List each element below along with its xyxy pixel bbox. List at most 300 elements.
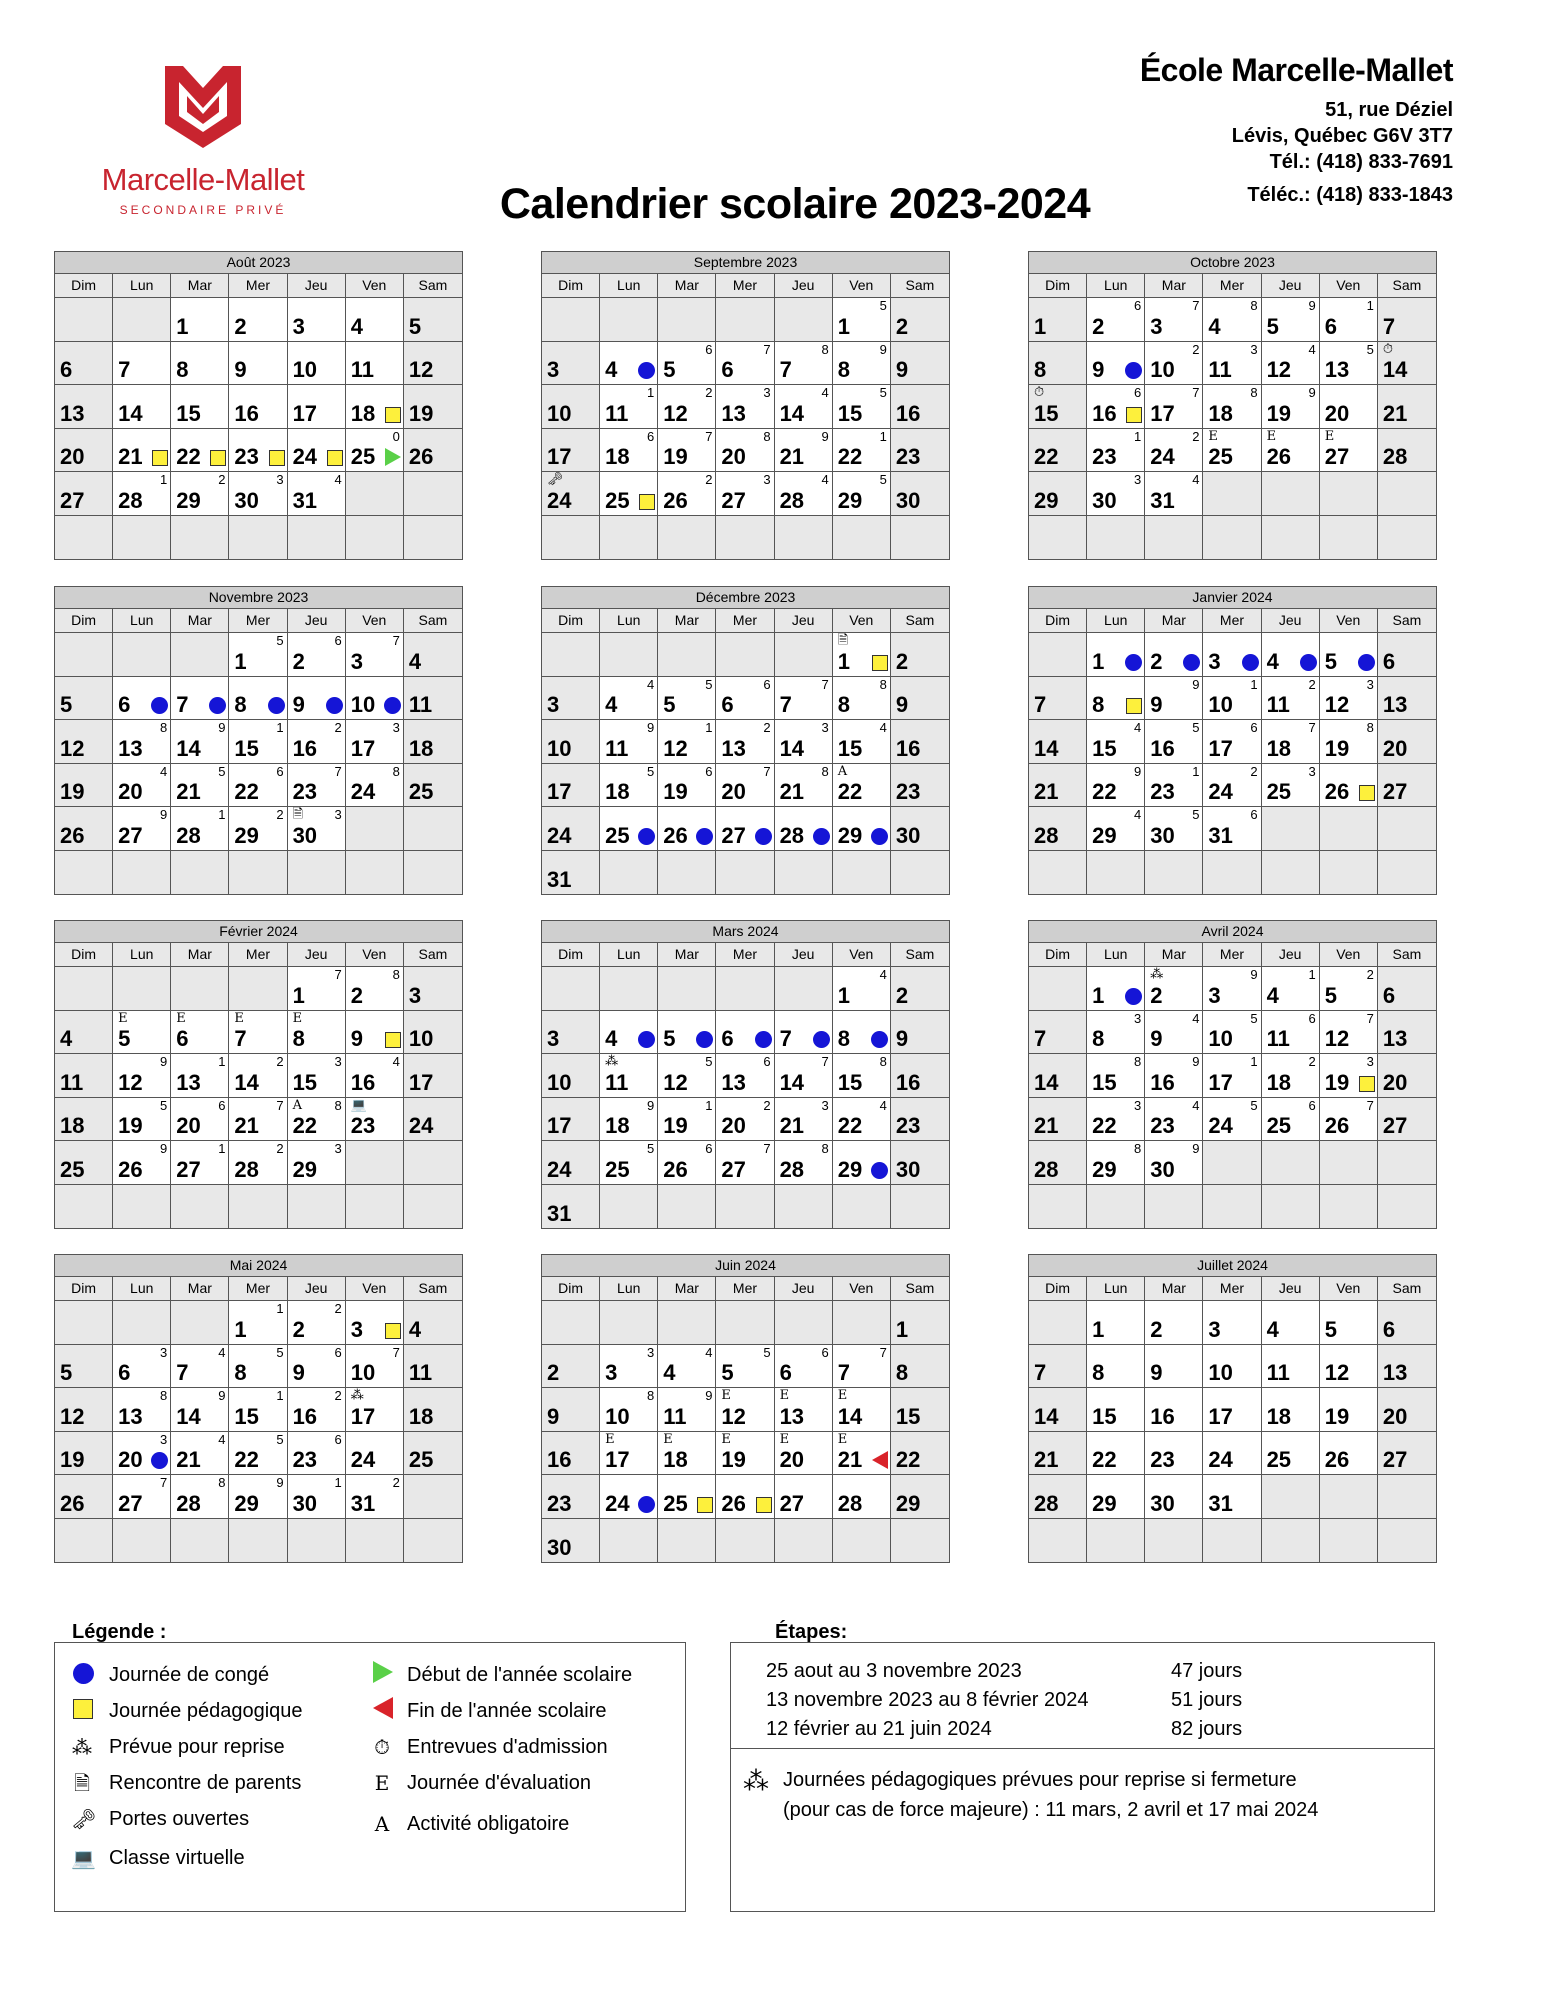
day-cell: [600, 1011, 658, 1055]
day-cell: [658, 1432, 716, 1476]
weekday-label: Sam: [905, 946, 935, 962]
day-number: 8: [234, 692, 247, 717]
day-number: 27: [1382, 779, 1408, 804]
month-calendar: [541, 920, 950, 1229]
cycle-day-number: 2: [1192, 428, 1200, 444]
day-cell: [1203, 967, 1261, 1011]
day-cell: [775, 1388, 833, 1432]
cycle-day-number: 5: [705, 1054, 713, 1069]
day-number: 14: [176, 735, 201, 761]
day-number: 10: [350, 1360, 376, 1385]
day-number: 15: [837, 1069, 863, 1095]
month-calendar: [1028, 251, 1437, 560]
etape-days-3: 82 jours: [1171, 1718, 1243, 1740]
day-cell: [1145, 1432, 1203, 1476]
cycle-day-number: 5: [647, 763, 655, 779]
month-title: Mai 2024: [55, 1255, 462, 1277]
day-number: 5: [663, 357, 676, 382]
day-cell: [716, 385, 774, 429]
weekday-label: Lun: [1087, 274, 1145, 297]
day-cell: [775, 472, 833, 516]
month-calendar: [54, 920, 463, 1229]
day-cell: [113, 1432, 171, 1476]
day-number: 28: [1034, 1490, 1059, 1516]
cycle-day-number: 7: [276, 1097, 284, 1113]
holiday-circle-icon: [1125, 362, 1142, 379]
weekday-label: Lun: [600, 1277, 658, 1300]
day-cell: [113, 385, 171, 429]
day-cell: [658, 677, 716, 721]
day-number: 4: [408, 648, 422, 674]
day-number: 10: [1208, 1026, 1233, 1051]
empty-cell: [404, 1141, 462, 1185]
day-cell: [542, 1475, 600, 1519]
month-days: [542, 633, 949, 894]
cycle-day-number: 9: [647, 720, 655, 735]
day-cell: [1145, 720, 1203, 764]
day-cell: [171, 1388, 229, 1432]
day-cell: [658, 342, 716, 386]
day-cell: [1029, 1388, 1087, 1432]
day-cell: [1262, 1098, 1320, 1142]
empty-cell: [600, 633, 658, 677]
empty-cell: [775, 1519, 833, 1563]
day-number: 3: [1208, 1316, 1221, 1342]
end-triangle-icon: [373, 1697, 393, 1719]
day-number: 1: [895, 1316, 909, 1342]
day-number: 19: [408, 400, 434, 426]
day-number: 23: [292, 779, 318, 804]
holiday-circle-icon: [638, 1496, 655, 1513]
day-cell: [229, 1098, 287, 1142]
day-number: 5: [1324, 648, 1337, 674]
day-cell: [171, 1475, 229, 1519]
day-number: 8: [837, 1026, 850, 1051]
reprise-icon: ⁂: [72, 1735, 92, 1759]
cycle-day-number: 9: [160, 807, 168, 822]
day-number: 6: [118, 692, 131, 717]
reprise-note-line1: Journées pédagogiques prévues pour reprise si fermeture: [783, 1769, 1297, 1791]
day-cell: [1029, 720, 1087, 764]
day-cell: [1378, 677, 1436, 721]
cycle-day-number: 3: [334, 1141, 342, 1156]
cycle-day-number: 6: [763, 1054, 771, 1069]
day-number: 23: [1150, 1447, 1175, 1472]
cycle-day-number: 7: [1192, 385, 1200, 400]
day-cell: [288, 1388, 346, 1432]
day-cell: [542, 1054, 600, 1098]
month-title: Janvier 2024: [1029, 587, 1436, 609]
day-number: 11: [60, 1069, 84, 1095]
cycle-day-number: 6: [1308, 1010, 1316, 1026]
day-cell: [891, 1475, 949, 1519]
empty-cell: [1320, 1475, 1378, 1519]
empty-cell: [1262, 1141, 1320, 1185]
day-number: 28: [779, 487, 805, 513]
weekday-header: [542, 1277, 949, 1301]
day-number: 3: [1208, 648, 1221, 674]
day-number: 30: [895, 1156, 921, 1182]
day-number: 11: [605, 1069, 629, 1095]
pedagogical-square-icon: [210, 450, 226, 466]
day-marker-icon: E: [118, 1010, 128, 1026]
month-title: Mars 2024: [542, 921, 949, 943]
day-number: 23: [895, 1113, 921, 1138]
pedagogical-square-icon: [639, 494, 655, 510]
day-number: 13: [118, 1403, 143, 1429]
day-cell: [171, 342, 229, 386]
cycle-day-number: 6: [334, 633, 342, 648]
logo-name: Marcelle-Mallet: [101, 162, 305, 197]
month-calendar: [541, 1254, 950, 1563]
cycle-day-number: 5: [276, 633, 284, 648]
day-marker-icon: E: [1208, 428, 1218, 444]
stopwatch-icon: ⏱: [374, 1735, 390, 1759]
cycle-day-number: 9: [1192, 676, 1200, 692]
day-number: 9: [547, 1403, 560, 1429]
day-number: 1: [837, 313, 850, 339]
day-cell: [716, 342, 774, 386]
empty-cell: [716, 298, 774, 342]
day-cell: [658, 1141, 716, 1185]
empty-cell: [55, 1301, 113, 1345]
school-address: 51, rue Déziel: [1325, 99, 1453, 121]
day-number: 7: [176, 1360, 189, 1385]
weekday-label: Mer: [1203, 274, 1261, 297]
day-number: 6: [60, 357, 73, 382]
day-cell: [404, 1432, 462, 1476]
day-cell: [891, 472, 949, 516]
day-cell: [542, 1432, 600, 1476]
day-cell: [658, 1345, 716, 1389]
weekday-label: Dim: [542, 1277, 600, 1300]
cycle-day-number: 2: [763, 720, 771, 735]
day-number: 27: [60, 487, 85, 513]
day-cell: [404, 1345, 462, 1389]
day-cell: [891, 385, 949, 429]
empty-cell: [1320, 472, 1378, 516]
empty-cell: [1087, 516, 1145, 560]
day-cell: [1087, 764, 1145, 808]
day-number: 31: [547, 867, 572, 892]
cycle-day-number: 1: [160, 472, 168, 487]
day-number: 31: [292, 487, 318, 513]
day-cell: [404, 633, 462, 677]
day-number: 21: [234, 1113, 259, 1138]
day-number: 27: [721, 487, 746, 513]
day-number: 27: [721, 822, 746, 848]
day-marker-icon: E: [234, 1010, 244, 1026]
day-number: 15: [1034, 400, 1059, 426]
empty-cell: [600, 1301, 658, 1345]
legend-admission: Entrevues d'admission: [407, 1736, 608, 1758]
cycle-day-number: 8: [879, 1054, 887, 1069]
empty-cell: [1378, 1519, 1436, 1563]
day-cell: [542, 472, 600, 516]
day-number: 10: [350, 692, 376, 717]
cycle-day-number: 1: [1192, 763, 1200, 779]
day-number: 24: [1150, 444, 1175, 469]
empty-cell: [113, 1301, 171, 1345]
day-cell: [658, 807, 716, 851]
etape-period-2: 13 novembre 2023 au 8 février 2024: [766, 1689, 1089, 1711]
day-cell: [1320, 1432, 1378, 1476]
empty-cell: [1145, 516, 1203, 560]
day-number: 25: [605, 822, 630, 848]
day-cell: [1087, 1388, 1145, 1432]
weekday-label: Dim: [1029, 609, 1087, 632]
empty-cell: [775, 1185, 833, 1229]
day-cell: [600, 1141, 658, 1185]
day-number: 19: [663, 1113, 688, 1138]
day-cell: [542, 429, 600, 473]
empty-cell: [404, 472, 462, 516]
month-calendar: [54, 251, 463, 560]
weekday-label: Mer: [716, 943, 774, 966]
start-triangle-icon: [373, 1661, 393, 1683]
day-number: 17: [1208, 1403, 1233, 1429]
day-number: 23: [1150, 779, 1175, 804]
cycle-day-number: 9: [160, 1141, 168, 1156]
day-number: 28: [779, 822, 805, 848]
day-number: 30: [234, 487, 259, 513]
day-cell: [1145, 385, 1203, 429]
holiday-circle-icon: [696, 828, 713, 845]
weekday-label: Mer: [716, 1277, 774, 1300]
holiday-circle-icon: [871, 1031, 888, 1048]
empty-cell: [288, 516, 346, 560]
empty-cell: [658, 851, 716, 895]
day-number: 15: [1092, 1069, 1117, 1095]
day-cell: [1145, 633, 1203, 677]
cycle-day-number: 6: [821, 1344, 829, 1360]
day-number: 9: [292, 692, 305, 717]
day-number: 18: [605, 1113, 630, 1138]
month-title: Octobre 2023: [1029, 252, 1436, 274]
pedagogical-square-icon: [385, 407, 401, 423]
cycle-day-number: 9: [1192, 1054, 1200, 1069]
cycle-day-number: 9: [218, 1388, 226, 1403]
day-number: 12: [663, 1069, 688, 1095]
day-number: 17: [1150, 400, 1175, 426]
day-number: 15: [234, 1403, 259, 1429]
weekday-label: Mer: [1203, 943, 1261, 966]
day-number: 27: [118, 822, 143, 848]
day-number: 26: [60, 1490, 85, 1516]
day-cell: [1262, 720, 1320, 764]
day-cell: [55, 1432, 113, 1476]
day-number: 17: [547, 1113, 572, 1138]
cycle-day-number: 9: [1134, 763, 1142, 779]
cycle-day-number: 7: [705, 428, 713, 444]
empty-cell: [404, 851, 462, 895]
day-number: 5: [60, 1360, 73, 1385]
empty-cell: [55, 1519, 113, 1563]
day-cell: [346, 720, 404, 764]
day-number: 12: [1324, 1360, 1350, 1385]
day-cell: [716, 429, 774, 473]
cycle-day-number: 7: [334, 967, 342, 982]
day-cell: [1378, 764, 1436, 808]
cycle-day-number: 7: [1308, 720, 1316, 735]
day-cell: [346, 385, 404, 429]
day-cell: [1087, 1141, 1145, 1185]
weekday-label: Dim: [55, 943, 113, 966]
weekday-label: Sam: [418, 1280, 448, 1296]
cycle-day-number: 6: [705, 763, 713, 779]
empty-cell: [600, 851, 658, 895]
cycle-day-number: 8: [160, 1388, 168, 1403]
day-cell: [1262, 1432, 1320, 1476]
day-cell: [1029, 1098, 1087, 1142]
weekday-label: Ven: [346, 609, 404, 632]
empty-cell: [1262, 1475, 1320, 1519]
day-number: 7: [1034, 1360, 1047, 1385]
day-number: 28: [118, 487, 143, 513]
day-cell: [775, 1054, 833, 1098]
day-number: 22: [234, 779, 259, 804]
pedagogical-square-icon: [385, 1032, 401, 1048]
day-number: 20: [779, 1447, 805, 1472]
day-number: 31: [1208, 1490, 1233, 1516]
empty-cell: [1029, 633, 1087, 677]
day-number: 21: [176, 779, 201, 804]
cycle-day-number: 2: [334, 1388, 342, 1403]
empty-cell: [404, 516, 462, 560]
day-cell: [346, 764, 404, 808]
day-cell: [542, 1098, 600, 1142]
day-cell: [171, 1054, 229, 1098]
cycle-day-number: 2: [276, 1054, 284, 1069]
day-number: 2: [234, 313, 247, 339]
day-cell: [404, 342, 462, 386]
cycle-day-number: 8: [334, 1097, 342, 1113]
empty-cell: [113, 516, 171, 560]
cycle-day-number: 7: [763, 1141, 771, 1156]
cycle-day-number: 5: [763, 1344, 771, 1360]
empty-cell: [1203, 1519, 1261, 1563]
cycle-day-number: 4: [392, 1054, 400, 1069]
day-number: 22: [837, 444, 863, 469]
day-cell: [1262, 967, 1320, 1011]
day-number: 10: [292, 357, 318, 382]
cycle-day-number: 5: [1192, 807, 1200, 822]
day-cell: [1029, 807, 1087, 851]
day-cell: [55, 342, 113, 386]
day-number: 14: [234, 1069, 259, 1095]
weekday-label: Jeu: [288, 1277, 346, 1300]
day-cell: [716, 1432, 774, 1476]
day-cell: [600, 1098, 658, 1142]
day-cell: [1378, 1054, 1436, 1098]
day-cell: [775, 1011, 833, 1055]
empty-cell: [542, 967, 600, 1011]
weekday-header: [542, 943, 949, 967]
cycle-day-number: 1: [218, 1054, 226, 1069]
day-number: 20: [118, 1447, 143, 1472]
day-cell: [288, 429, 346, 473]
weekday-label: Dim: [542, 943, 600, 966]
day-cell: [1262, 385, 1320, 429]
empty-cell: [1378, 807, 1436, 851]
day-number: 11: [605, 400, 629, 426]
etape-days-1: 47 jours: [1171, 1660, 1243, 1682]
day-cell: [775, 1475, 833, 1519]
empty-cell: [775, 516, 833, 560]
day-cell: [171, 298, 229, 342]
day-cell: [542, 342, 600, 386]
cycle-day-number: 7: [763, 763, 771, 779]
weekday-label: Jeu: [775, 1277, 833, 1300]
empty-cell: [658, 1301, 716, 1345]
weekday-header: [55, 1277, 462, 1301]
reprise-note-line2: (pour cas de force majeure) : 11 mars, 2 avril et 17 mai 2024: [783, 1799, 1319, 1821]
cycle-day-number: 6: [647, 428, 655, 444]
empty-cell: [346, 851, 404, 895]
day-cell: [1087, 1011, 1145, 1055]
day-number: 17: [350, 735, 376, 761]
empty-cell: [1087, 851, 1145, 895]
day-cell: [1203, 1054, 1261, 1098]
day-cell: [658, 429, 716, 473]
day-number: 7: [1034, 692, 1047, 717]
day-cell: [1203, 1301, 1261, 1345]
day-cell: [833, 1475, 891, 1519]
cycle-day-number: 3: [392, 720, 400, 735]
legend-box: [54, 1642, 686, 1912]
day-number: 10: [547, 400, 572, 426]
day-cell: [1203, 677, 1261, 721]
day-number: 16: [1150, 1069, 1175, 1095]
cycle-day-number: 6: [1250, 720, 1258, 735]
day-cell: [1203, 429, 1261, 473]
day-number: 23: [547, 1490, 572, 1516]
day-number: 25: [605, 1156, 630, 1182]
day-number: 5: [60, 692, 73, 717]
cycle-day-number: 2: [392, 1475, 400, 1490]
cycle-day-number: 5: [705, 676, 713, 692]
day-cell: [288, 472, 346, 516]
day-number: 13: [721, 735, 746, 761]
pedagogical-day-icon: [73, 1699, 93, 1719]
day-cell: [775, 1432, 833, 1476]
day-cell: [1203, 1475, 1261, 1519]
holiday-circle-icon: [871, 1162, 888, 1179]
empty-cell: [775, 633, 833, 677]
day-marker-icon: ⁂: [1150, 967, 1164, 982]
weekday-label: Sam: [1392, 612, 1422, 628]
empty-cell: [600, 298, 658, 342]
day-cell: [55, 720, 113, 764]
day-cell: [404, 967, 462, 1011]
day-number: 21: [779, 444, 805, 469]
day-cell: [600, 1388, 658, 1432]
cycle-day-number: 8: [763, 428, 771, 444]
legend-virtuelle: Classe virtuelle: [109, 1847, 245, 1869]
day-cell: [1145, 1345, 1203, 1389]
weekday-header: [542, 274, 949, 298]
day-marker-icon: 💻: [350, 1097, 367, 1113]
weekday-label: Lun: [113, 1277, 171, 1300]
day-number: 21: [1034, 1113, 1059, 1138]
empty-cell: [346, 1185, 404, 1229]
day-cell: [716, 677, 774, 721]
day-number: 11: [350, 357, 374, 382]
cycle-day-number: 9: [821, 428, 829, 444]
day-cell: [1029, 429, 1087, 473]
day-number: 20: [1382, 1069, 1408, 1095]
pedagogical-square-icon: [1359, 785, 1375, 801]
